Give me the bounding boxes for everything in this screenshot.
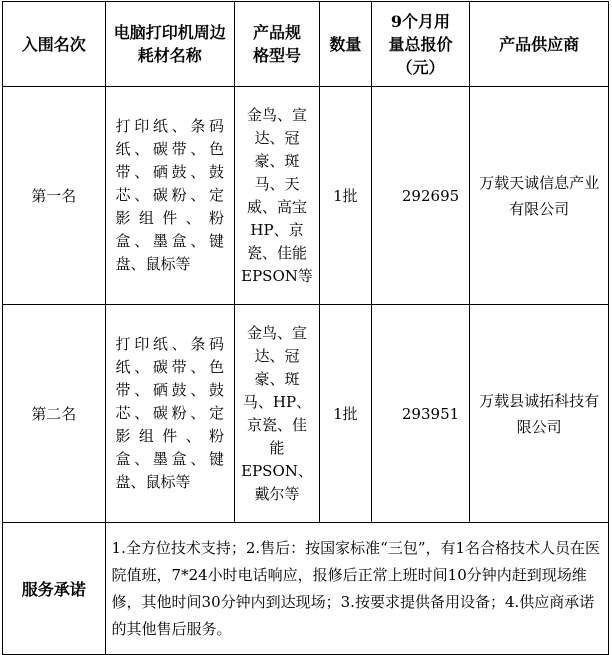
category-line: 带、硒鼓、鼓 (115, 163, 225, 181)
spec-line: 威、高宝 (246, 197, 307, 216)
service-text: 1.全方位技术支持；2.售后：按国家标准“三包”，有1名合格技术人员在医院值班，7*24小时电话响应，报修后正常上班时间10分钟内赶到现场维修，其他时间30分钟内到达现场；3.按要求提供备用设备；4.供应商承诺的其他售后服务。 (105, 523, 608, 655)
supplier-cell: 万载县诚拓科技有限公司 (470, 305, 609, 523)
spec-line: 瓷、佳能 (246, 243, 307, 262)
spec-line: HP、京 (250, 220, 304, 239)
qty-cell: 1批 (319, 87, 371, 305)
service-label: 服务承诺 (3, 523, 106, 655)
category-line: 带、硒鼓、鼓 (115, 381, 225, 399)
spec-line: EPSON等 (241, 266, 313, 285)
category-line: 影组件、粉 (115, 209, 225, 227)
spec-line: 京瓷、佳 (246, 415, 307, 434)
category-cell (105, 87, 234, 305)
qty-cell: 1批 (319, 305, 371, 523)
spec-line: 能 (269, 438, 285, 457)
spec-cell (235, 305, 320, 523)
spec-line: EPSON、 (241, 461, 313, 480)
category-line: 纸、碳带、色 (115, 140, 225, 158)
header-category: 电脑打印机周边耗材名称 (105, 2, 234, 87)
header-supplier: 产品供应商 (470, 2, 609, 87)
supplier-cell: 万载天诚信息产业有限公司 (470, 87, 609, 305)
category-line: 盒、墨盒、键 (115, 450, 225, 468)
service-row (3, 523, 609, 655)
category-cell (105, 305, 234, 523)
header-qty: 数量 (319, 2, 371, 87)
category-line: 芯、碳粉、定 (115, 186, 225, 204)
category-line: 盘、鼠标等 (115, 255, 191, 273)
table-row (3, 305, 609, 523)
spec-line: 戴尔等 (254, 484, 300, 503)
category-line: 影组件、粉 (115, 427, 225, 445)
spec-line: 马、HP、 (242, 392, 312, 411)
category-line: 打印纸、条码 (115, 117, 225, 135)
price-cell: 292695 (371, 87, 469, 305)
category-line: 盒、墨盒、键 (115, 232, 225, 250)
table-row (3, 87, 609, 305)
spec-line: 马、天 (254, 174, 300, 193)
header-row (3, 2, 609, 87)
header-price: 9个月用量总报价（元） (371, 2, 469, 87)
category-line: 纸、碳带、色 (115, 358, 225, 376)
spec-line: 金鸟、宣 (246, 105, 307, 124)
header-spec: 产品规格型号 (235, 2, 320, 87)
spec-line: 豪、斑 (254, 151, 300, 170)
spec-line: 金鸟、宣 (246, 323, 307, 342)
category-line: 打印纸、条码 (115, 335, 225, 353)
price-cell: 293951 (371, 305, 469, 523)
header-rank: 入围名次 (3, 2, 106, 87)
spec-line: 豪、斑 (254, 369, 300, 388)
category-line: 芯、碳粉、定 (115, 404, 225, 422)
spec-cell (235, 87, 320, 305)
rank-cell: 第二名 (3, 305, 106, 523)
category-line: 盘、鼠标等 (115, 473, 191, 491)
spec-line: 达、冠 (254, 128, 300, 147)
procurement-table (2, 1, 609, 655)
spec-line: 达、冠 (254, 346, 300, 365)
rank-cell: 第一名 (3, 87, 106, 305)
